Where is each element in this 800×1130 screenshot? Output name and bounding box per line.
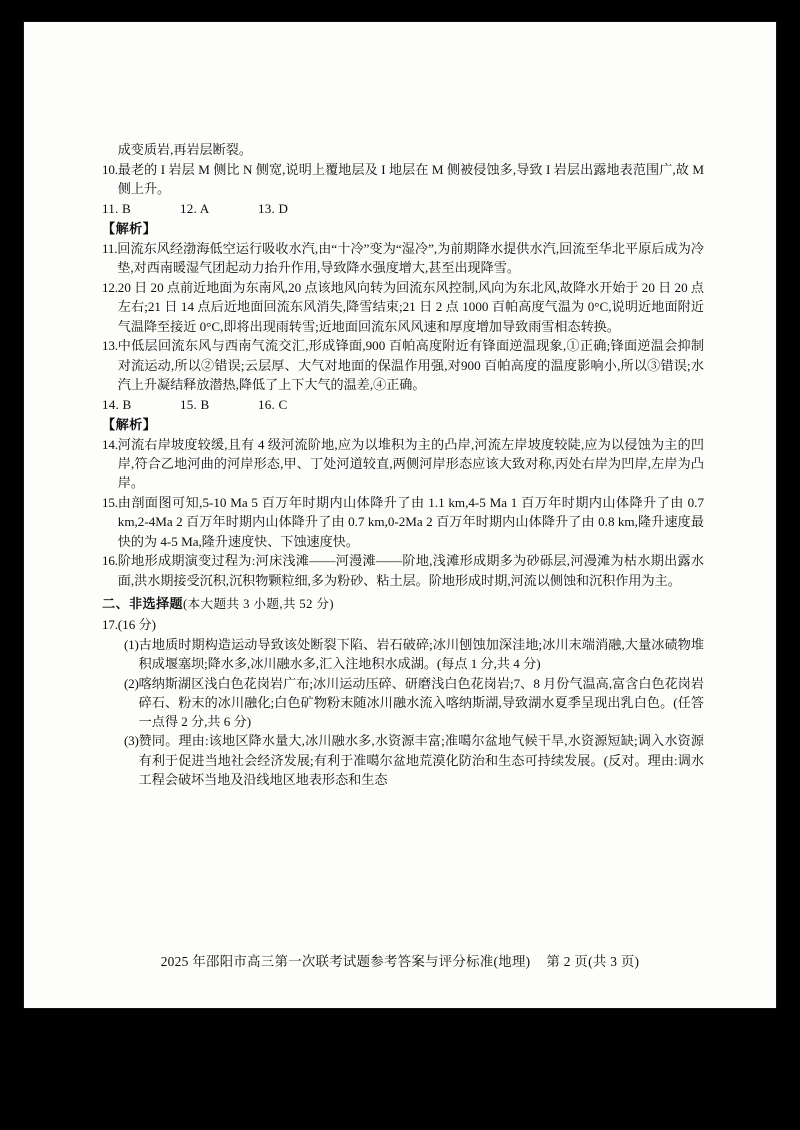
explanation-item-13: 13. 中低层回流东风与西南气流交汇,形成锋面,900 百帕高度附近有锋面逆温现象,①正确;锋面逆温会抑制对流运动,所以②错误;云层厚、大气对地面的保温作用强,对900 百帕高度的温度影响小,所以③错误;水汽上升凝结释放潜热,降低了上下大气的温差,④正确。 bbox=[102, 338, 704, 392]
answer-row-11-13: 11. B 12. A 13. D bbox=[102, 200, 289, 216]
answer-sheet-page bbox=[24, 22, 776, 1008]
explanation-item-12: 12. 20 日 20 点前近地面为东南风,20 点该地风向转为回流东风控制,风向为东北风,故降水开始于 20 日 20 点左右;21 日 14 点后近地面回流东风消失,降雪结束;21 日 2 点 1000 百帕高度气温为 0°C,说明近地面附近气温降至接近 0°C,即将出现雨转雪;近地面回流东风风速和厚度增加导致雨雪相态转换。 bbox=[102, 280, 704, 334]
explanation-item-15: 15. 由剖面图可知,5-10 Ma 5 百万年时期内山体降升了由 1.1 km,4-5 Ma 1 百万年时期内山体降升了由 0.7 km,2-4Ma 2 百万年时期内山体降升了由 0.7 km,0-2Ma 2 百万年时期内山体降升了由 0.8 km,隆升速度最快的为 4-5 Ma,隆升速度快、下蚀速度快。 bbox=[102, 495, 704, 549]
explanation-item-14: 14. 河流右岸坡度较缓,且有 4 级河流阶地,应为以堆积为主的凸岸,河流左岸坡度较陡,应为以侵蚀为主的凹岸,符合乙地河曲的河岸形态,甲、丁处河道较直,两侧河岸形态应该大致对称,丙处右岸为凹岸,左岸为凸岸。 bbox=[102, 437, 704, 491]
section-label: 二、非选择题 bbox=[102, 595, 183, 611]
question-17-header: 17. (16 分) bbox=[102, 617, 156, 633]
page-content bbox=[24, 22, 776, 1008]
page-footer bbox=[24, 951, 776, 970]
explanation-item-16: 16. 阶地形成期演变过程为:河床浅滩——河漫滩——阶地,浅滩形成期多为砂砾层,河漫滩为枯水期出露水面,洪水期接受沉积,沉积物颗粒细,多为粉砂、粘土层。阶地形成时期,河流以侧蚀和沉积作用为主。 bbox=[102, 553, 704, 588]
analysis-heading-1: 【解析】 bbox=[102, 220, 157, 236]
continuation-line: 成变质岩,再岩层断裂。 bbox=[117, 142, 252, 157]
question-17-part-3: (3) 赞同。理由:该地区降水量大,冰川融水多,水资源丰富;准噶尔盆地气候干旱,水资源短缺;调入水资源有利于促进当地社会经济发展;有利于准噶尔盆地荒漠化防治和生态可持续发展。(反对。理由:调水工程会破坏当地及沿线地区地表形态和生态 bbox=[124, 733, 704, 787]
explanation-item-10: 10. 最老的 I 岩层 M 侧比 N 侧宽,说明上覆地层及 I 地层在 M 侧被侵蚀多,导致 I 岩层出露地表范围广,故 M 侧上升。 bbox=[102, 161, 704, 196]
explanation-item-11: 11. 回流东风经渤海低空运行吸收水汽,由“十冷”变为“湿冷”,为前期降水提供水汽,回流至华北平原后成为冷垫,对西南暖湿气团起动力抬升作用,导致降水强度增大,甚至出现降雪。 bbox=[102, 241, 704, 276]
footer-title: 2025 年邵阳市高三第一次联考试题参考答案与评分标准(地理) bbox=[160, 954, 531, 969]
question-17-part-1: (1) 古地质时期构造运动导致该处断裂下陷、岩石破碎;冰川刨蚀加深洼地;冰川末端消融,大量冰碛物堆积成堰塞坝;降水多,冰川融水多,汇入注地积水成湖。(每点 1 分,共 4 分) bbox=[124, 637, 704, 672]
section-heading-free-response bbox=[102, 594, 704, 614]
footer-page-number: 第 2 页(共 3 页) bbox=[546, 954, 640, 969]
analysis-heading-2: 【解析】 bbox=[102, 416, 157, 432]
answer-row-14-16: 14. B 15. B 16. C bbox=[102, 396, 288, 412]
question-17-part-2: (2) 喀纳斯湖区浅白色花岗岩广布;冰川运动压碎、研磨浅白色花岗岩;7、8 月份气温高,富含白色花岗岩碎石、粉末的冰川融化;白色矿物粉末随冰川融水流入喀纳斯湖,导致湖水夏季呈现出乳白色。(任答一点得 2 分,共 6 分) bbox=[124, 675, 704, 730]
section-note: (本大题共 3 小题,共 52 分) bbox=[182, 596, 334, 611]
